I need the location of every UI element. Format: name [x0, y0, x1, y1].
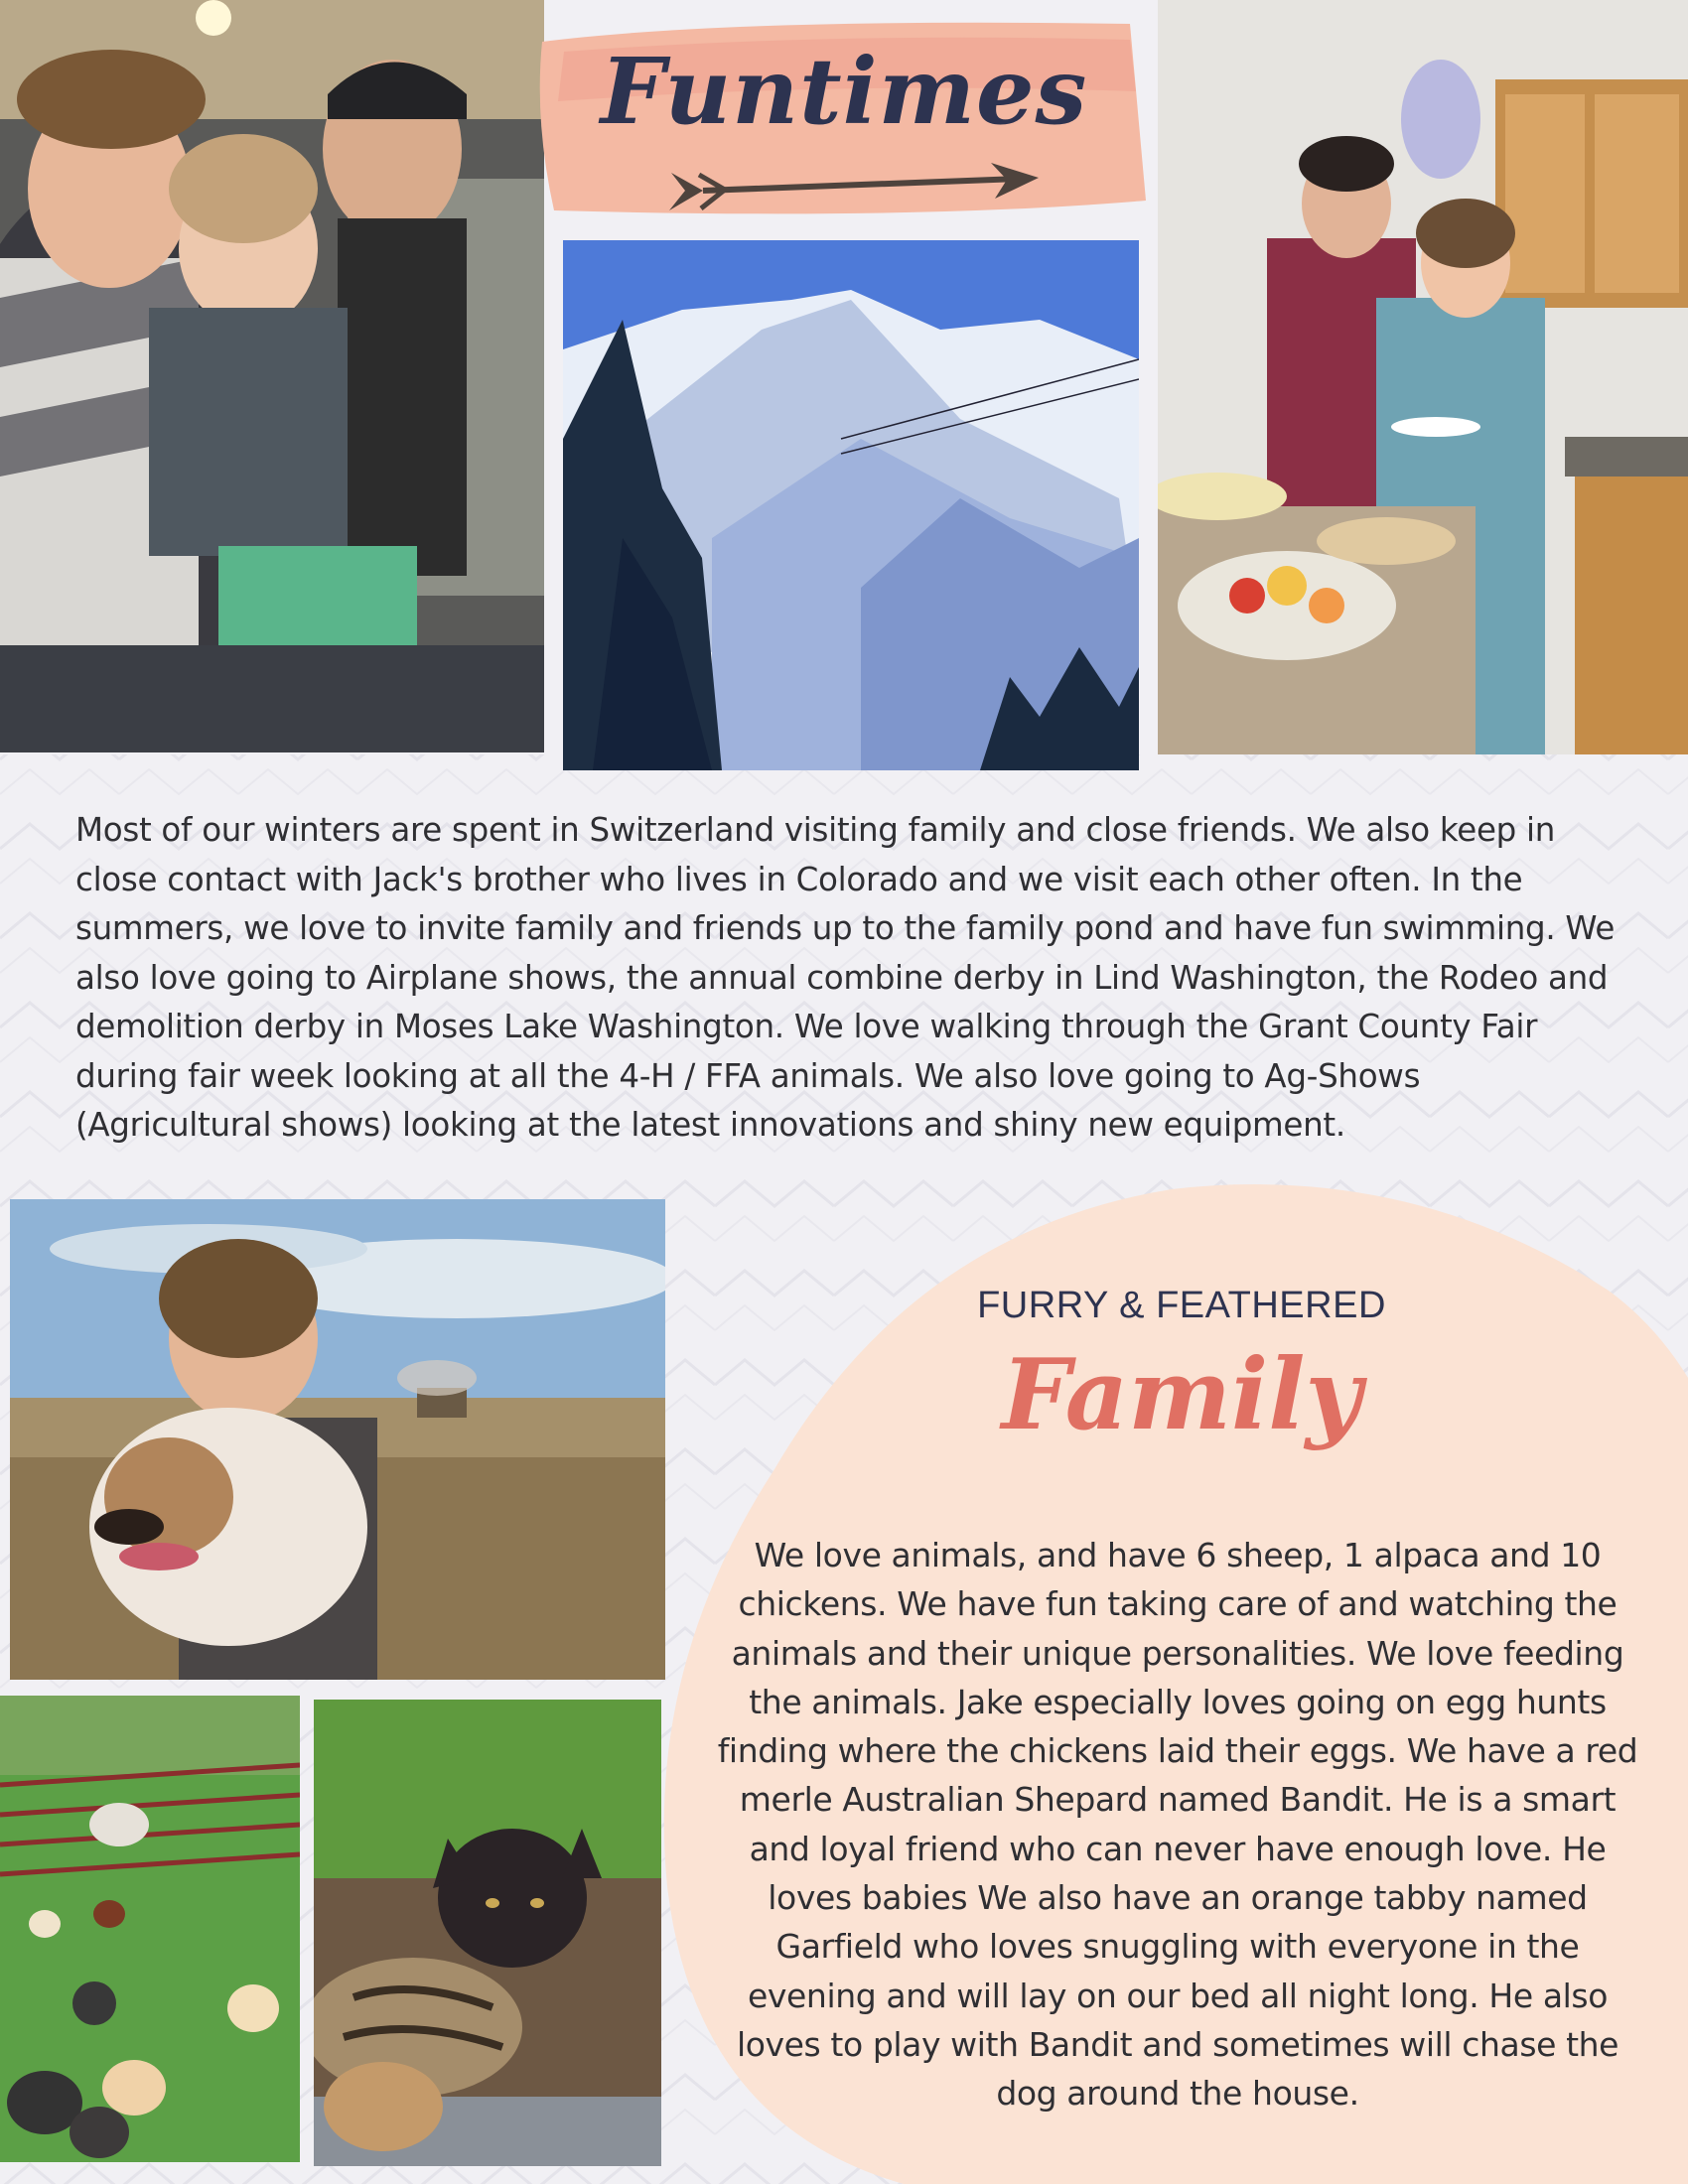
kitchen-couple-photo	[1158, 0, 1688, 754]
page-title: Funtimes	[600, 38, 1088, 145]
arrow-icon	[663, 161, 1041, 220]
cats-photo	[314, 1700, 661, 2166]
chickens-photo	[0, 1696, 300, 2162]
boy-with-dog-photo	[10, 1199, 665, 1680]
intro-paragraph: Most of our winters are spent in Switzerland visiting family and close friends. We also keep in close contact with Jack's brother who lives in Colorado and we visit each other often. In the summers, we love to invite family and friends up to the family pond and have fun swimming. We also love going to Airplane shows, the annual combine derby in Lind Washington, the Rodeo and demolition derby in Moses Lake Washington. We love walking through the Grant County Fair during fair week looking at all the 4-H / FFA animals. We also love going to Ag-Shows (Agricultural shows) looking at the latest innovations and shiny new equipment.	[75, 811, 1616, 1144]
pets-paragraph: We love animals, and have 6 sheep, 1 alpaca and 10 chickens. We have fun taking care of and watching the animals and their unique personalities. We love feeding the animals. Jake especially loves going on egg hunts finding where the chickens laid their eggs. We have a red merle Australian Shepard named Bandit. He is a smart and loyal friend who can never have enough love. He loves babies We also have an orange tabby named Garfield who loves snuggling with everyone in the evening and will lay on our bed all night long. He also loves to play with Bandit and sometimes will chase the dog around the house.	[717, 1536, 1638, 2114]
pets-heading: FURRY & FEATHERED	[977, 1285, 1386, 1326]
pets-script-title: Family	[1001, 1338, 1362, 1452]
swiss-mountain-photo	[563, 240, 1139, 770]
family-event-photo	[0, 0, 544, 752]
title-banner	[534, 12, 1154, 228]
